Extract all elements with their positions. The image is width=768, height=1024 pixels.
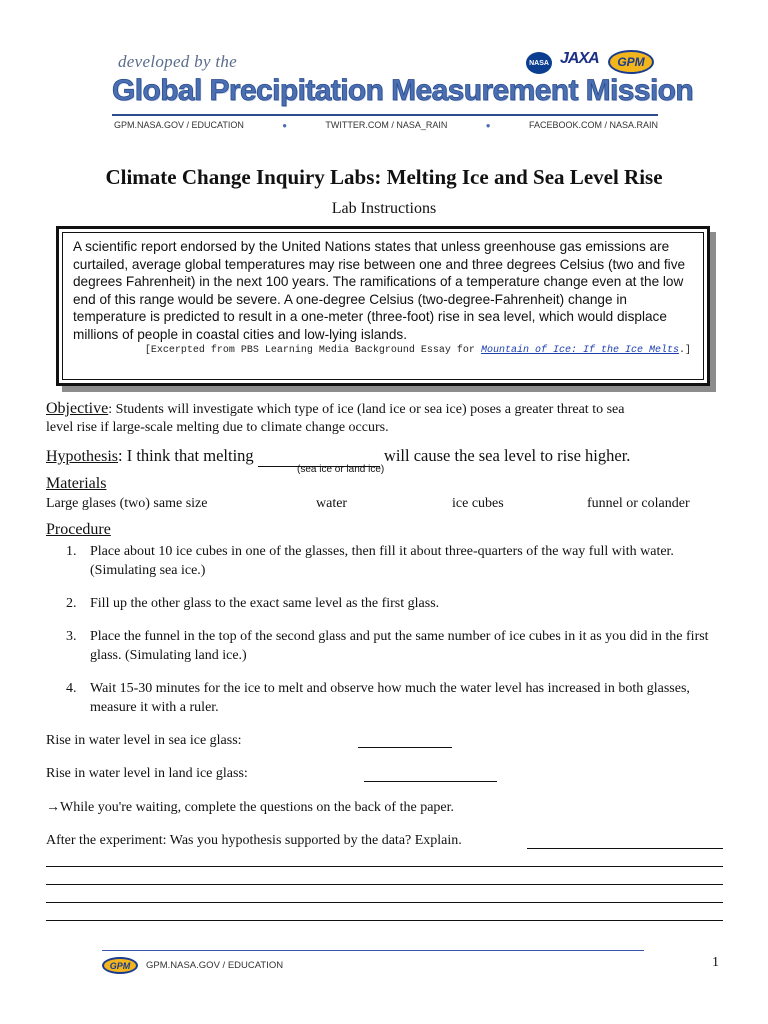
bird-icon: ● (282, 120, 288, 130)
material-item: funnel or colander (587, 496, 690, 511)
page-header (112, 48, 694, 136)
land-ice-result-label: Rise in water level in land ice glass: (46, 766, 248, 781)
partner-logos (522, 50, 658, 74)
answer-line[interactable] (46, 902, 723, 903)
procedure-label: Procedure (46, 521, 111, 538)
facebook-link[interactable]: FACEBOOK.COM / NASA.RAIN (528, 120, 658, 130)
objective-line2: level rise if large-scale melting due to climate change occurs. (46, 420, 389, 435)
document-title: Climate Change Inquiry Labs: Melting Ice and Sea Level Rise (105, 165, 663, 189)
objective-label: Objective (46, 400, 109, 417)
twitter-link[interactable]: TWITTER.COM / NASA_RAIN (325, 120, 448, 130)
answer-line[interactable] (527, 848, 723, 849)
materials-label: Materials (46, 475, 107, 492)
document-subtitle: Lab Instructions (331, 200, 437, 217)
material-item: Large glases (two) same size (46, 496, 208, 511)
procedure-step: 4. Wait 15-30 minutes for the ice to melt and observe how much the water level has increased in both glasses, measure it with a ruler. (66, 681, 690, 715)
header-links (114, 120, 658, 130)
objective-line1: Objective: Students will investigate which type of ice (land ice or sea ice) poses a greater threat to sea (46, 400, 625, 417)
header-divider (112, 114, 658, 116)
procedure-step: 1. Place about 10 ice cubes in one of the glasses, then fill it about three-quarters of the way full with water. (Simulating sea ice.) (66, 544, 674, 578)
sea-ice-result-label: Rise in water level in sea ice glass: (46, 733, 242, 748)
quote-text: A scientific report endorsed by the United Nations states that unless greenhouse gas emissions are curtailed, average global temperatures may rise between one and three degrees Celsius (two and five degrees Fahrenheit) in the next 100 years. The ramifications of a temperature change even at the low end of this range would be severe. A one-degree Celsius (two-degree-Fahrenheit) change in temperature is predicted to result in a one-meter (three-foot) rise in sea level, which would displace millions of people in coastal cities and low-lying islands. (73, 239, 686, 342)
footer-link[interactable]: GPM.NASA.GOV / EDUCATION (146, 960, 284, 971)
material-item: water (316, 496, 348, 511)
gpm-logo-icon: GPM (102, 957, 138, 974)
quote-source: [Excerpted from PBS Learning Media Background Essay for Mountain of Ice: If the Ice Melts.] (144, 344, 691, 356)
mission-title: Global Precipitation Measurement Mission (112, 74, 694, 107)
material-item: ice cubes (452, 496, 504, 511)
education-link[interactable]: GPM.NASA.GOV / EDUCATION (114, 120, 244, 130)
jaxa-logo-icon: JAXA (560, 50, 599, 67)
after-experiment-question: After the experiment: Was you hypothesis supported by the data? Explain. (46, 833, 462, 848)
footer-divider (102, 950, 644, 951)
gpm-logo-icon: GPM (608, 50, 654, 74)
waiting-note: →While you're waiting, complete the questions on the back of the paper. (46, 800, 455, 815)
background-quote-box (56, 226, 710, 386)
procedure-step: 3. Place the funnel in the top of the second glass and put the same number of ice cubes in it as you did in the first glass. (Simulating land ice.) (66, 629, 709, 663)
answer-line[interactable] (46, 866, 723, 867)
nasa-logo-icon: NASA (526, 52, 552, 74)
source-link[interactable]: Mountain of Ice: If the Ice Melts (480, 344, 679, 356)
land-ice-result-blank[interactable] (364, 781, 497, 782)
hypothesis-hint: (sea ice or land ice) (297, 464, 385, 475)
answer-line[interactable] (46, 884, 723, 885)
arrow-right-icon: → (46, 800, 60, 815)
developed-by-text: developed by the (118, 52, 238, 71)
bird-icon: ● (485, 120, 491, 130)
procedure-step: 2. Fill up the other glass to the exact same level as the first glass. (66, 596, 440, 611)
page-number: 1 (712, 955, 719, 970)
answer-line[interactable] (46, 920, 723, 921)
sea-ice-result-blank[interactable] (358, 747, 452, 748)
hypothesis-line: Hypothesis: I think that melting will cause the sea level to rise higher. (46, 446, 631, 465)
hypothesis-label: Hypothesis (46, 448, 118, 465)
